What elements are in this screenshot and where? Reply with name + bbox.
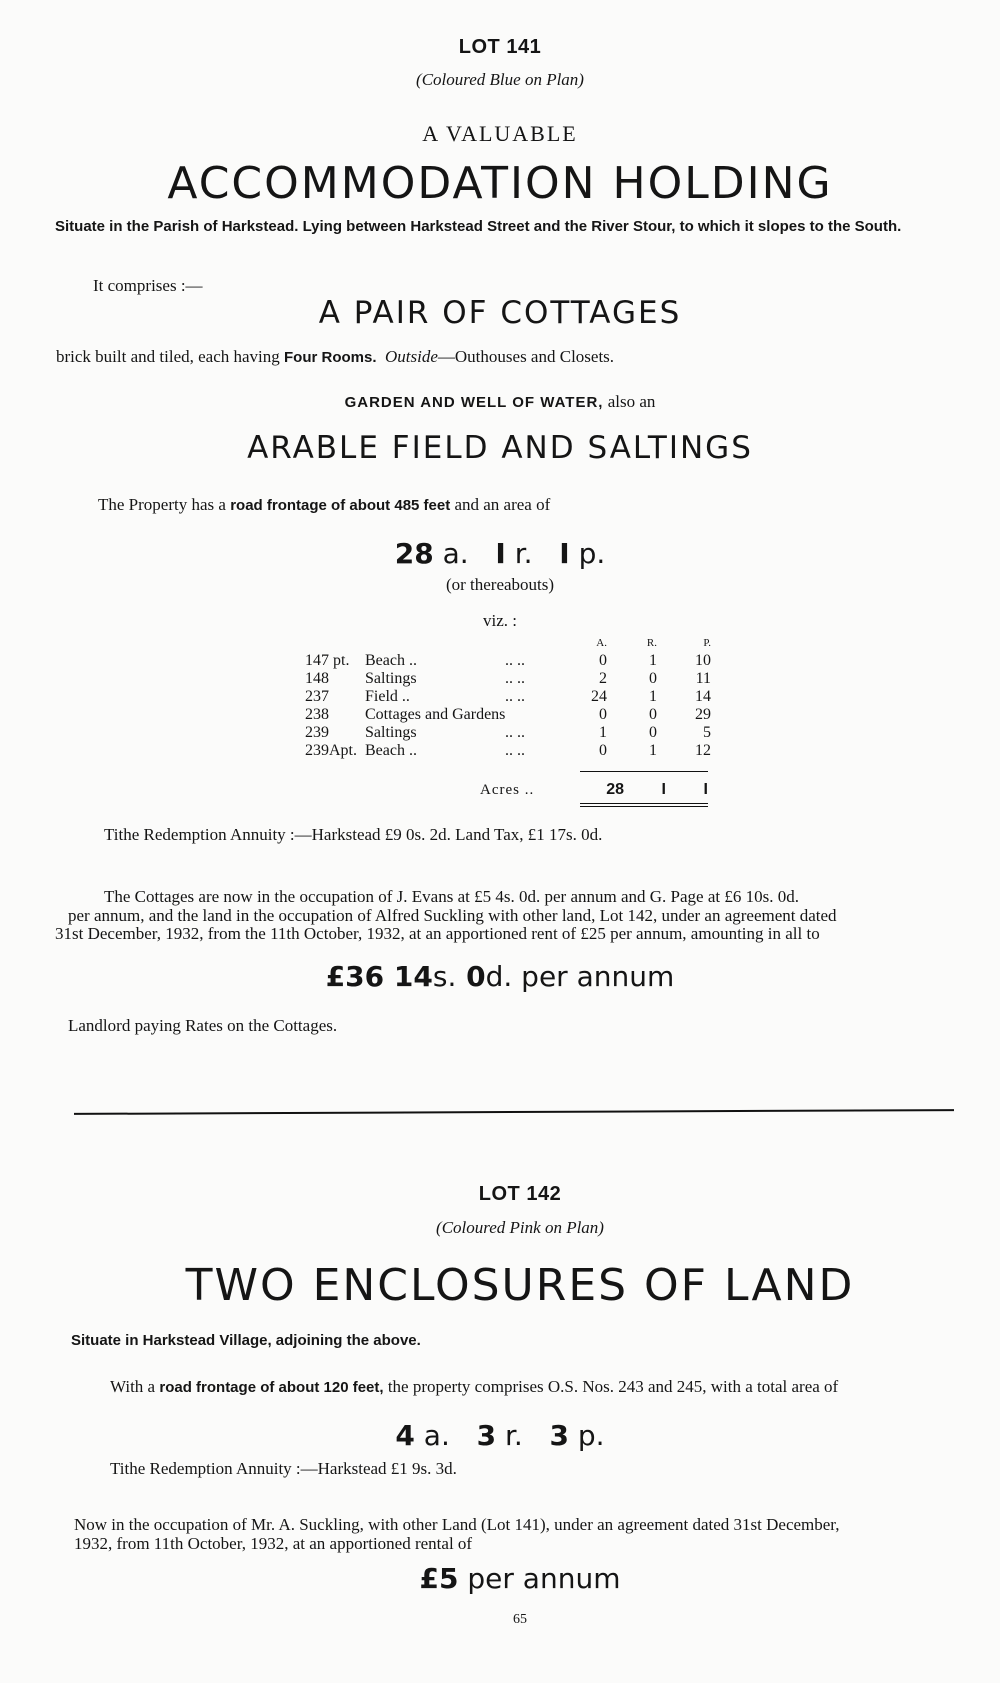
row-perches: 12 bbox=[695, 742, 711, 759]
viz-label: viz. : bbox=[483, 611, 517, 630]
thereabouts: (or thereabouts) bbox=[445, 575, 555, 594]
page-number: 65 bbox=[513, 1612, 527, 1627]
lot-141-situation: Situate in the Parish of Harkstead. Lying between Harkstead Street and the River Stour, to which it slopes to the South. bbox=[55, 218, 902, 235]
cottages-heading: A PAIR OF COTTAGES bbox=[318, 295, 682, 331]
row-acres: 1 bbox=[599, 724, 607, 741]
cottages-desc-end: —Outhouses and Closets. bbox=[437, 347, 615, 366]
lot-142-situation: Situate in Harkstead Village, adjoining the above. bbox=[71, 1332, 421, 1349]
row-number: 147 pt. bbox=[305, 652, 350, 669]
frontage-start: The Property has a bbox=[98, 495, 231, 514]
row-roods: 0 bbox=[649, 706, 657, 723]
row-dots: .. .. bbox=[505, 688, 525, 705]
table-row bbox=[305, 724, 711, 742]
occupation-line-2: per annum, and the land in the occupation of Alfred Suckling with other land, Lot 142, under an agreement dated bbox=[68, 906, 837, 925]
lot-141-title: LOT 141 bbox=[458, 36, 542, 58]
area-acres: 28 bbox=[394, 537, 434, 570]
row-perches: 14 bbox=[695, 688, 711, 705]
garden-line bbox=[0, 391, 1000, 413]
occupation-line-1: The Cottages are now in the occupation of J. Evans at £5 4s. 0d. per annum and G. Page at £6 10s. 0d. bbox=[104, 887, 799, 906]
comprises-label: It comprises :— bbox=[93, 276, 203, 295]
row-number: 239 bbox=[305, 724, 329, 741]
area-perches: 3 bbox=[549, 1419, 569, 1452]
row-description: Saltings bbox=[365, 724, 417, 741]
lot-141-subtitle: (Coloured Blue on Plan) bbox=[416, 70, 584, 89]
lot-142-rent bbox=[20, 1562, 1000, 1595]
lot-142-occupation-line-2: 1932, from 11th October, 1932, at an apportioned rental of bbox=[74, 1534, 473, 1553]
table-total-acres: 28 bbox=[606, 781, 624, 798]
area-roods-unit: r. bbox=[514, 537, 533, 570]
row-acres: 0 bbox=[599, 652, 607, 669]
lot-141-tithe: Tithe Redemption Annuity :—Harkstead £9 0s. 2d. Land Tax, £1 17s. 0d. bbox=[104, 825, 603, 844]
row-acres: 2 bbox=[599, 670, 607, 687]
garden-bold: GARDEN AND WELL OF WATER, bbox=[344, 394, 604, 411]
table-row bbox=[305, 688, 711, 706]
col-header-p: P. bbox=[703, 637, 711, 649]
table-total-rule-1 bbox=[580, 803, 708, 804]
row-description: Beach .. bbox=[365, 652, 417, 669]
lot-142-headline: TWO ENCLOSURES OF LAND bbox=[185, 1260, 855, 1311]
row-roods: 0 bbox=[649, 670, 657, 687]
table-sum-rule bbox=[580, 771, 708, 772]
area-acres-unit: a. bbox=[442, 537, 469, 570]
row-roods: 0 bbox=[649, 724, 657, 741]
viz-table-header bbox=[305, 634, 711, 652]
rent-rest: d. per annum bbox=[485, 960, 675, 993]
row-perches: 11 bbox=[695, 670, 711, 687]
area-perches-unit: p. bbox=[577, 1419, 605, 1452]
lot-142-title: LOT 142 bbox=[478, 1183, 562, 1205]
garden-end: also an bbox=[603, 392, 656, 411]
row-perches: 29 bbox=[695, 706, 711, 723]
rates-note: Landlord paying Rates on the Cottages. bbox=[68, 1016, 338, 1035]
rent-rest: per annum bbox=[458, 1562, 621, 1595]
table-total-rule-2 bbox=[580, 806, 708, 807]
row-number: 238 bbox=[305, 706, 329, 723]
lot-142-tithe: Tithe Redemption Annuity :—Harkstead £1 9s. 3d. bbox=[110, 1459, 457, 1478]
cottages-desc-bold: Four Rooms. bbox=[284, 349, 377, 366]
rent-s: s. bbox=[432, 960, 457, 993]
table-row bbox=[305, 652, 711, 670]
row-number: 237 bbox=[305, 688, 329, 705]
lot-142-occupation-line-1: Now in the occupation of Mr. A. Suckling, with other Land (Lot 141), under an agreement dated 31st December, bbox=[74, 1515, 840, 1534]
lot-141-headline: ACCOMMODATION HOLDING bbox=[167, 158, 833, 209]
area-acres: 4 bbox=[395, 1419, 415, 1452]
lot-142-subtitle: (Coloured Pink on Plan) bbox=[436, 1218, 604, 1237]
row-dots: .. .. bbox=[505, 652, 525, 669]
lot-divider bbox=[74, 1109, 954, 1115]
row-dots: .. .. bbox=[505, 670, 525, 687]
rent-amount: £5 bbox=[419, 1562, 459, 1595]
col-header-a: A. bbox=[596, 637, 607, 649]
row-dots: .. .. bbox=[505, 742, 525, 759]
area-roods-unit: r. bbox=[504, 1419, 523, 1452]
row-dots: .. .. bbox=[505, 724, 525, 741]
lot-141-frontage bbox=[98, 494, 948, 516]
cottages-desc-start: brick built and tiled, each having bbox=[56, 347, 285, 366]
row-acres: 24 bbox=[591, 688, 607, 705]
table-total-label: Acres .. bbox=[480, 782, 535, 798]
viz-table bbox=[305, 634, 711, 760]
rent-pounds-shillings: £36 14 bbox=[325, 960, 433, 993]
area-perches-unit: p. bbox=[578, 537, 606, 570]
lot-141-rent bbox=[0, 960, 1000, 993]
table-total-roods: I bbox=[661, 781, 666, 798]
row-perches: 10 bbox=[695, 652, 711, 669]
row-roods: 1 bbox=[649, 742, 657, 759]
lot-141-intro: A VALUABLE bbox=[422, 121, 578, 146]
row-acres: 0 bbox=[599, 706, 607, 723]
area-acres-unit: a. bbox=[423, 1419, 450, 1452]
frontage-start: With a bbox=[110, 1377, 160, 1396]
table-row bbox=[305, 742, 711, 760]
field-heading: ARABLE FIELD AND SALTINGS bbox=[247, 430, 753, 466]
row-roods: 1 bbox=[649, 652, 657, 669]
frontage-end: and an area of bbox=[450, 495, 551, 514]
occupation-line-3: 31st December, 1932, from the 11th October, 1932, at an apportioned rent of £25 per annum, amounting in all to bbox=[55, 924, 820, 943]
row-acres: 0 bbox=[599, 742, 607, 759]
frontage-end: the property comprises O.S. Nos. 243 and 245, with a total area of bbox=[383, 1377, 839, 1396]
table-total-perches: I bbox=[703, 781, 708, 798]
area-perches: I bbox=[559, 537, 570, 570]
row-number: 148 bbox=[305, 670, 329, 687]
rent-pence: 0 bbox=[456, 960, 486, 993]
cottages-desc-italic: Outside bbox=[385, 347, 438, 366]
row-description: Cottages and Gardens bbox=[365, 706, 506, 723]
row-description: Field .. bbox=[365, 688, 410, 705]
lot-142-frontage bbox=[110, 1376, 980, 1398]
row-description: Saltings bbox=[365, 670, 417, 687]
table-row bbox=[305, 670, 711, 688]
lot-142-area bbox=[0, 1419, 1000, 1452]
lot-141-area bbox=[0, 537, 1000, 570]
col-header-r: R. bbox=[646, 637, 657, 649]
row-description: Beach .. bbox=[365, 742, 417, 759]
row-number: 239Apt. bbox=[305, 742, 357, 759]
row-perches: 5 bbox=[703, 724, 711, 741]
cottages-description bbox=[56, 346, 956, 368]
frontage-bold: road frontage of about 120 feet, bbox=[159, 1379, 384, 1396]
row-roods: 1 bbox=[649, 688, 657, 705]
table-row bbox=[305, 706, 711, 724]
frontage-bold: road frontage of about 485 feet bbox=[230, 497, 451, 514]
area-roods: 3 bbox=[476, 1419, 497, 1452]
area-roods: I bbox=[495, 537, 506, 570]
